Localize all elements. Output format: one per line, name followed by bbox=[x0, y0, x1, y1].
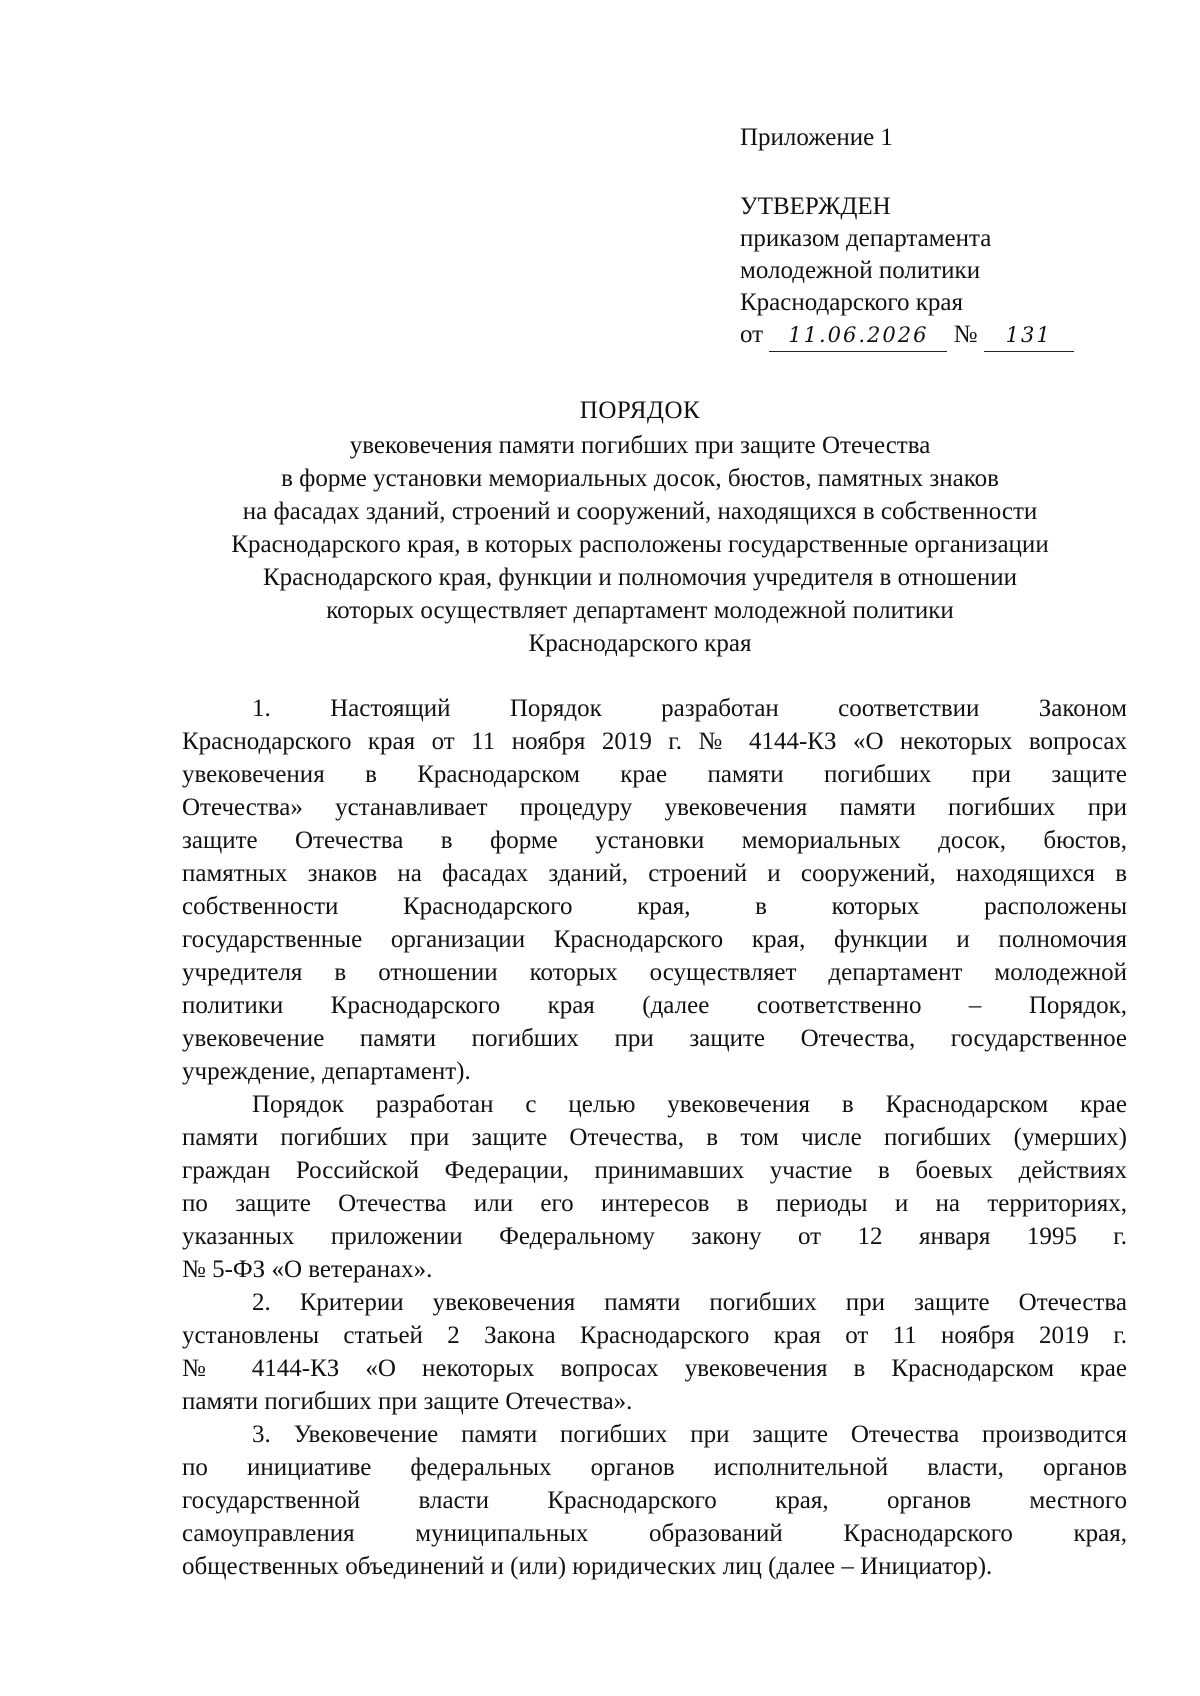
text-line: увековечения в Краснодарском крае памяти погибших при защите bbox=[182, 761, 1127, 788]
document-body bbox=[182, 692, 1127, 1583]
paragraph-3 bbox=[182, 1286, 1127, 1418]
subtitle-line: Краснодарского края, в которых расположены государственные организации bbox=[231, 531, 1049, 558]
text-line: 2. Критерии увековечения памяти погибших при защите Отечества bbox=[252, 1289, 1127, 1316]
handwritten-date: 11.06.2026 bbox=[769, 319, 947, 352]
text-line: граждан Российской Федерации, принимавших участие в боевых действиях bbox=[182, 1157, 1127, 1184]
subtitle-line: которых осуществляет департамент молодежной политики bbox=[326, 597, 954, 624]
text-line: памяти погибших при защите Отечества, в том числе погибших (умерших) bbox=[182, 1124, 1127, 1151]
appendix-label: Приложение 1 bbox=[740, 124, 893, 151]
subtitle-line: в форме установки мемориальных досок, бюстов, памятных знаков bbox=[281, 465, 999, 492]
text-line: 3. Увековечение памяти погибших при защите Отечества производится bbox=[252, 1421, 1127, 1448]
text-line: государственной власти Краснодарского края, органов местного bbox=[182, 1487, 1127, 1514]
text-line: указанных приложении Федеральному закону от 12 января 1995 г. bbox=[182, 1223, 1127, 1250]
text-line: защите Отечества в форме установки мемориальных досок, бюстов, bbox=[182, 827, 1127, 854]
text-line: учреждение, департамент). bbox=[182, 1058, 471, 1085]
text-line: общественных объединений и (или) юридических лиц (далее – Инициатор). bbox=[182, 1553, 993, 1580]
approval-block bbox=[740, 122, 1160, 352]
subtitle-line: Краснодарского края bbox=[528, 630, 752, 657]
text-line: Порядок разработан с целью увековечения в Краснодарском крае bbox=[252, 1091, 1127, 1118]
order-date-row bbox=[740, 319, 1160, 352]
text-line: памятных знаков на фасадах зданий, строений и сооружений, находящихся в bbox=[182, 860, 1127, 887]
text-line: № 4144-КЗ «О некоторых вопросах увековечения в Краснодарском крае bbox=[182, 1355, 1127, 1382]
paragraph-4 bbox=[182, 1418, 1127, 1583]
text-line: увековечение памяти погибших при защите Отечества, государственное bbox=[182, 1025, 1127, 1052]
text-line: собственности Краснодарского края, в которых расположены bbox=[182, 893, 1127, 920]
approved-by-line: Краснодарского края bbox=[740, 289, 963, 316]
subtitle-line: увековечения памяти погибших при защите Отечества bbox=[349, 432, 931, 459]
number-prefix: № bbox=[953, 321, 978, 348]
paragraph-1 bbox=[182, 692, 1127, 1088]
handwritten-order-number: 131 bbox=[984, 319, 1074, 352]
approved-by-line: приказом департамента bbox=[740, 225, 992, 252]
subtitle-line: Краснодарского края, функции и полномочия учредителя в отношении bbox=[262, 564, 1018, 591]
text-line: по инициативе федеральных органов исполнительной власти, органов bbox=[182, 1454, 1127, 1481]
text-line: Краснодарского края от 11 ноября 2019 г. № 4144-КЗ «О некоторых вопросах bbox=[182, 728, 1127, 755]
text-line: № 5-ФЗ «О ветеранах». bbox=[182, 1256, 433, 1283]
text-line: учредителя в отношении которых осуществляет департамент молодежной bbox=[182, 959, 1127, 986]
approved-label: УТВЕРЖДЕН bbox=[740, 193, 891, 220]
text-line: политики Краснодарского края (далее соответственно – Порядок, bbox=[182, 992, 1127, 1019]
date-prefix: от bbox=[740, 321, 764, 348]
paragraph-2 bbox=[182, 1088, 1127, 1286]
text-line: самоуправления муниципальных образований Краснодарского края, bbox=[182, 1520, 1127, 1547]
document-title-block bbox=[160, 394, 1120, 660]
text-line: установлены статьей 2 Закона Краснодарского края от 11 ноября 2019 г. bbox=[182, 1322, 1127, 1349]
approved-by-line: молодежной политики bbox=[740, 257, 981, 284]
document-heading: ПОРЯДОК bbox=[579, 397, 701, 424]
text-line: памяти погибших при защите Отечества». bbox=[182, 1388, 633, 1415]
subtitle-line: на фасадах зданий, строений и сооружений, находящихся в собственности bbox=[242, 498, 1038, 525]
text-line: 1. Настоящий Порядок разработан соответствии Законом bbox=[252, 695, 1127, 722]
text-line: по защите Отечества или его интересов в периоды и на территориях, bbox=[182, 1190, 1127, 1217]
text-line: Отечества» устанавливает процедуру увековечения памяти погибших при bbox=[182, 794, 1127, 821]
text-line: государственные организации Краснодарского края, функции и полномочия bbox=[182, 926, 1127, 953]
